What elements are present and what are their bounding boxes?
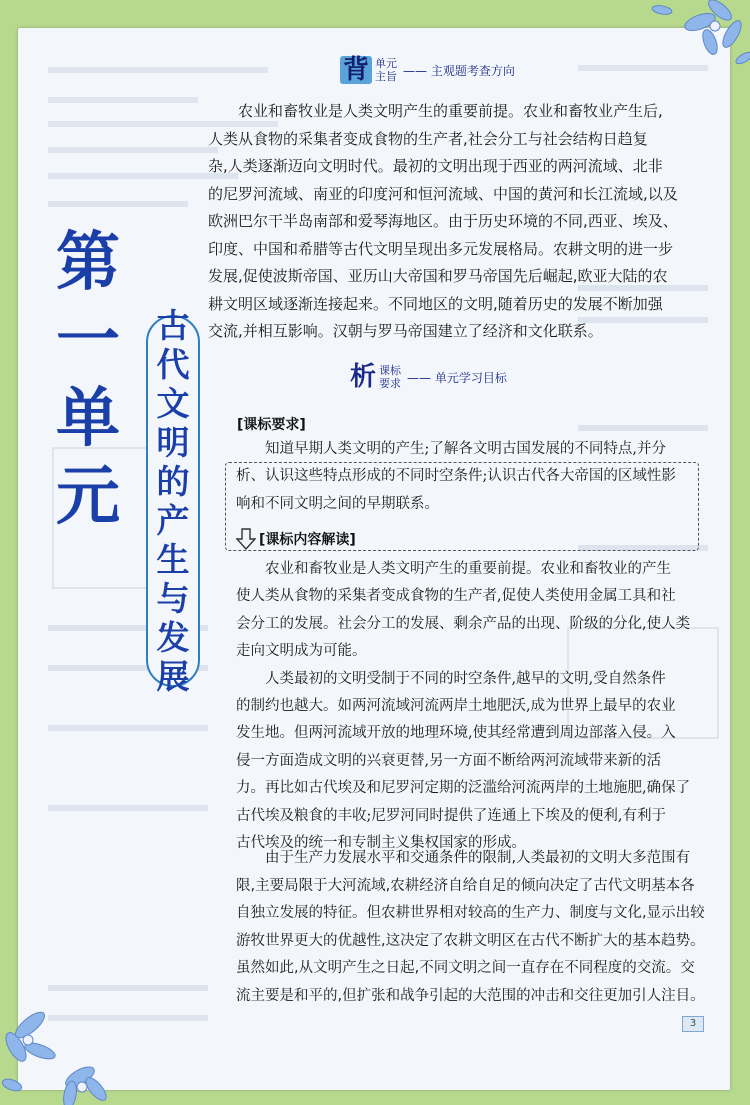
- intro-line: 印度、中国和希腊等古代文明呈现出多元发展格局。农耕文明的进一步: [208, 239, 674, 258]
- interpretation-label: [课标内容解读]: [256, 529, 359, 549]
- section-header-unit-theme: [340, 56, 515, 84]
- section-sub: 课标 要求: [379, 364, 402, 390]
- intro-line: 农业和畜牧业是人类文明产生的重要前提。农业和畜牧业产生后,: [238, 102, 663, 120]
- down-arrow-icon: [236, 528, 256, 550]
- section-header-requirements: [350, 364, 507, 390]
- unit-title: [56, 224, 120, 536]
- section-desc: —— 单元学习目标: [407, 370, 507, 385]
- requirements-line: 响和不同文明之间的早期联系。: [236, 495, 439, 512]
- unit-subtitle-char: 代: [156, 345, 190, 384]
- intro-paragraph: [208, 98, 698, 346]
- intro-line: 发展,促使波斯帝国、亚历山大帝国和罗马帝国先后崛起,欧亚大陆的农: [208, 267, 668, 285]
- unit-subtitle-char: 发: [156, 618, 190, 657]
- unit-subtitle-char: 展: [156, 657, 190, 696]
- conclusion-text: [236, 845, 705, 1011]
- unit-subtitle-char: 明: [156, 423, 190, 462]
- interpretation-line: 使人类从食物的采集者变成食物的生产者,促使人类使用金属工具和社: [236, 588, 676, 605]
- unit-subtitle-char: 古: [156, 306, 190, 345]
- requirements-line: 知道早期人类文明的产生;了解各文明古国发展的不同特点,并分: [265, 441, 666, 457]
- intro-line: 杂,人类逐渐迈向文明时代。最初的文明出现于西亚的两河流域、北非: [208, 157, 663, 175]
- section-desc: —— 主观题考查方向: [403, 63, 515, 78]
- interpretation-line: 古代埃及粮食的丰收;尼罗河同时提供了连通上下埃及的便利,有利于: [236, 807, 666, 824]
- unit-title-char: 一: [56, 303, 120, 378]
- conclusion-line: 自独立发展的特征。但农耕世界相对较高的生产力、制度与文化,显示出较: [236, 905, 705, 922]
- requirements-text: [236, 436, 692, 518]
- interpretation-line: 发生地。但两河流域开放的地理环境,使其经常遭到周边部落入侵。入: [236, 725, 676, 742]
- unit-title-char: 元: [56, 459, 120, 534]
- unit-subtitle-char: 的: [156, 462, 190, 501]
- interpretation-line: 农业和畜牧业是人类文明产生的重要前提。农业和畜牧业的产生: [265, 561, 671, 577]
- intro-line: 交流,并相互影响。汉朝与罗马帝国建立了经济和文化联系。: [208, 322, 603, 340]
- interpretation-line: 古代埃及的统一和专制主义集权国家的形成。: [236, 835, 526, 852]
- interpretation-line: 的制约也越大。如两河流域河流两岸土地肥沃,成为世界上最早的农业: [236, 698, 676, 715]
- unit-title-char: 第: [56, 225, 120, 300]
- book-page: [18, 28, 730, 1090]
- interpretation-line: 走向文明成为可能。: [236, 643, 367, 660]
- intro-line: 人类从食物的采集者变成食物的生产者,社会分工与社会结构日趋复: [208, 129, 648, 148]
- conclusion-line: 由于生产力发展水平和交通条件的限制,人类最初的文明大多范围有: [265, 850, 691, 866]
- intro-line: 耕文明区域逐渐连接起来。不同地区的文明,随着历史的发展不断加强: [208, 294, 663, 313]
- unit-subtitle-char: 文: [156, 384, 190, 423]
- intro-line: 的尼罗河流域、南亚的印度河和恒河流域、中国的黄河和长江流域,以及: [208, 184, 678, 203]
- unit-subtitle-char: 与: [156, 579, 190, 618]
- section-sub: 单元 主旨: [375, 57, 398, 83]
- section-char: 析: [350, 362, 377, 392]
- unit-subtitle-char: 产: [156, 501, 190, 540]
- unit-subtitle-char: 生: [156, 540, 190, 579]
- section-char: 背: [340, 56, 372, 84]
- conclusion-line: 游牧世界更大的优越性,这决定了农耕文明区在古代不断扩大的基本趋势。: [236, 932, 705, 949]
- interpretation-line: 会分工的发展。社会分工的发展、剩余产品的出现、阶级的分化,使人类: [236, 615, 691, 632]
- interpretation-line: 人类最初的文明受制于不同的时空条件,越早的文明,受自然条件: [265, 670, 666, 687]
- requirements-line: 析、认识这些特点形成的不同时空条件;认识古代各大帝国的区域性影: [236, 468, 676, 485]
- intro-line: 欧洲巴尔干半岛南部和爱琴海地区。由于历史环境的不同,西亚、埃及、: [208, 212, 678, 230]
- page-number: 3: [682, 1016, 704, 1032]
- unit-title-char: 单: [56, 381, 120, 456]
- interpretation-text: [236, 556, 692, 857]
- interpretation-line: 力。再比如古代埃及和尼罗河定期的泛滥给河流两岸的土地施肥,确保了: [236, 780, 691, 797]
- conclusion-line: 虽然如此,从文明产生之日起,不同文明之间一直存在不同程度的交流。交: [236, 960, 695, 977]
- unit-subtitle: [146, 306, 200, 696]
- requirements-label: [课标要求]: [234, 414, 309, 434]
- conclusion-line: 流主要是和平的,但扩张和战争引起的大范围的冲击和交往更加引人注目。: [236, 987, 705, 1004]
- interpretation-line: 侵一方面造成文明的兴衰更替,另一方面不断给两河流域带来新的活: [236, 752, 662, 769]
- conclusion-line: 限,主要局限于大河流域,农耕经济自给自足的倾向决定了古代文明基本各: [236, 877, 695, 894]
